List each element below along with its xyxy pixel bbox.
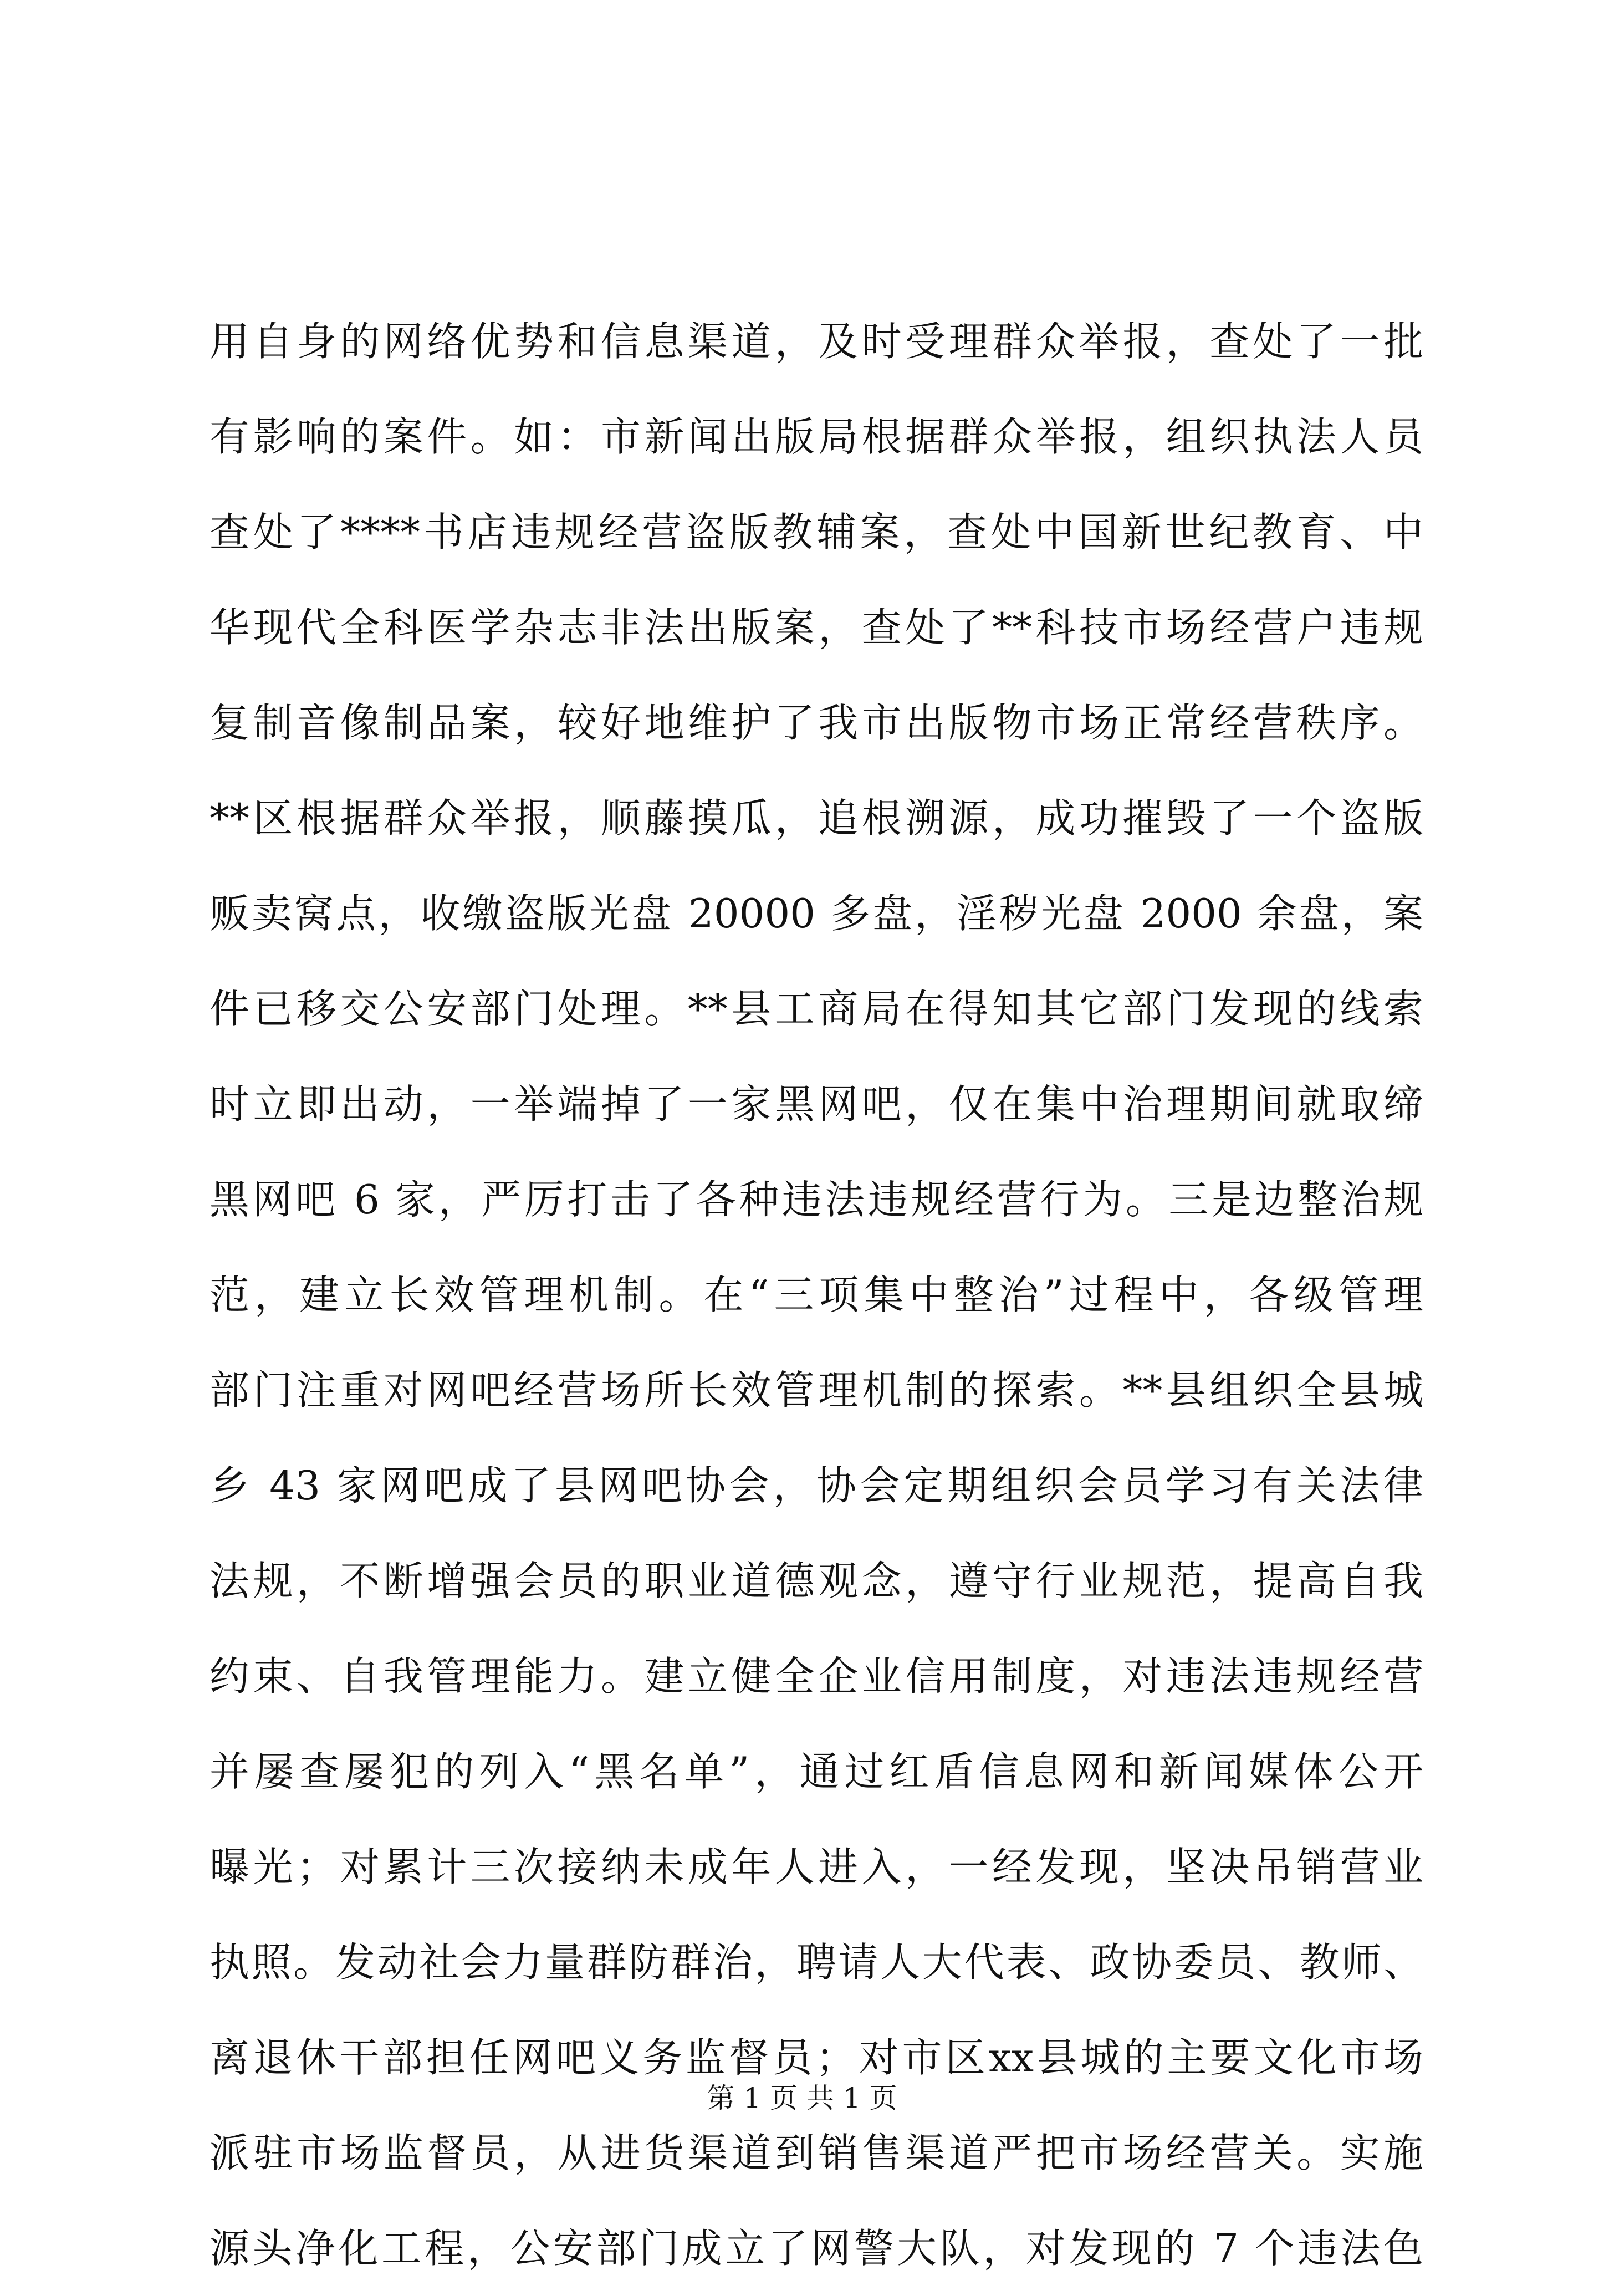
- page-footer: [0, 2079, 1604, 2118]
- text-line: 华现代全科医学杂志非法出版案，查处了**科技市场经营户违规: [210, 604, 1423, 651]
- text-line: 范，建立长效管理机制。在“三项集中整治”过程中，各级管理: [210, 1272, 1423, 1318]
- text-line: 源头净化工程，公安部门成立了网警大队，对发现的 7 个违法色: [210, 2225, 1423, 2272]
- text-line: 法规，不断增强会员的职业道德观念，遵守行业规范，提高自我: [210, 1558, 1423, 1604]
- text-line: 用自身的网络优势和信息渠道，及时受理群众举报，查处了一批: [210, 318, 1423, 365]
- body-text: [210, 294, 1423, 2296]
- text-line: 时立即出动，一举端掉了一家黑网吧，仅在集中治理期间就取缔: [210, 1081, 1423, 1127]
- text-line: 约束、自我管理能力。建立健全企业信用制度，对违法违规经营: [210, 1653, 1423, 1700]
- text-line: 有影响的案件。如：市新闻出版局根据群众举报，组织执法人员: [210, 414, 1423, 460]
- text-line: 件已移交公安部门处理。**县工商局在得知其它部门发现的线索: [210, 986, 1423, 1032]
- text-line: 并屡查屡犯的列入“黑名单”，通过红盾信息网和新闻媒体公开: [210, 1748, 1423, 1795]
- text-line: 派驻市场监督员，从进货渠道到销售渠道严把市场经营关。实施: [210, 2130, 1423, 2176]
- text-line: 部门注重对网吧经营场所长效管理机制的探索。**县组织全县城: [210, 1367, 1423, 1414]
- page-number-label: 第 1 页 共 1 页: [707, 2082, 897, 2114]
- text-line: 离退休干部担任网吧义务监督员；对市区xx县城的主要文化市场: [210, 2034, 1423, 2081]
- text-line: 复制音像制品案，较好地维护了我市出版物市场正常经营秩序。: [210, 700, 1423, 746]
- text-line: 乡 43 家网吧成了县网吧协会，协会定期组织会员学习有关法律: [210, 1462, 1423, 1509]
- text-line: **区根据群众举报，顺藤摸瓜，追根溯源，成功摧毁了一个盗版: [210, 795, 1423, 841]
- text-line: 执照。发动社会力量群防群治，聘请人大代表、政协委员、教师、: [210, 1939, 1423, 1986]
- text-line: 曝光；对累计三次接纳未成年人进入，一经发现，坚决吊销营业: [210, 1844, 1423, 1890]
- text-line: 黑网吧 6 家，严厉打击了各种违法违规经营行为。三是边整治规: [210, 1176, 1423, 1223]
- text-line: 查处了****书店违规经营盗版教辅案，查处中国新世纪教育、中: [210, 509, 1423, 555]
- text-line: 贩卖窝点，收缴盗版光盘 20000 多盘，淫秽光盘 2000 余盘，案: [210, 890, 1423, 937]
